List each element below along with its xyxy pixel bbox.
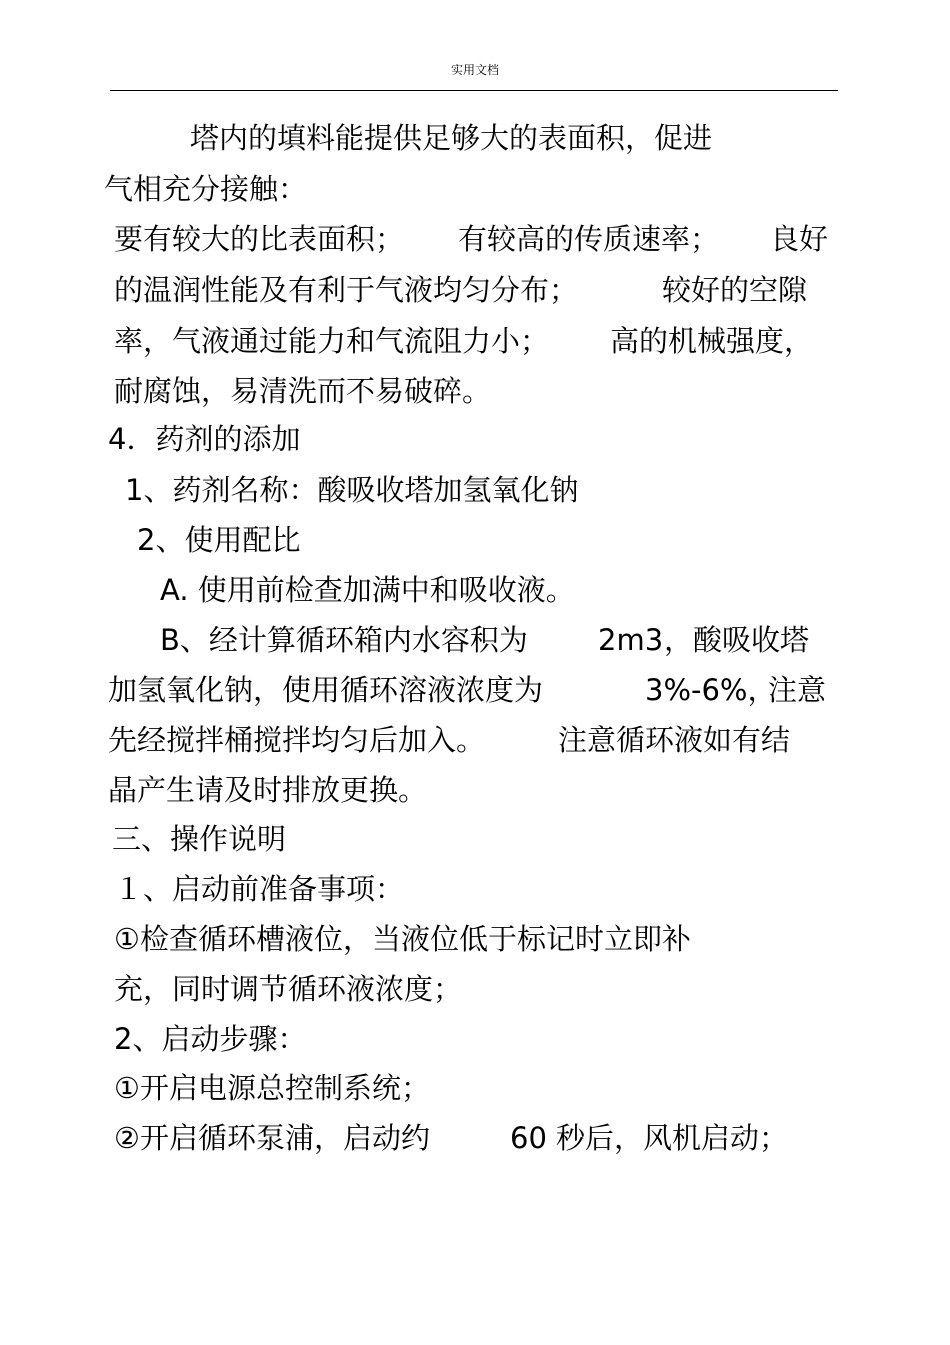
- line-21-segment-b: 60: [510, 1121, 547, 1155]
- step-item-2-1: ①开启电源总控制系统；: [114, 1071, 430, 1105]
- line-12-segment-b: 3%-6%，: [645, 673, 777, 707]
- line-5-segment-a: 率，气液通过能力和气流阻力小；: [114, 324, 550, 358]
- step-item-1-line-2: 充，同时调节循环液浓度；: [114, 972, 463, 1006]
- line-11-segment-a: B、经计算循环箱内水容积为: [160, 623, 528, 657]
- sub-item-a: A. 使用前检查加满中和吸收液。: [160, 573, 575, 607]
- line-3-segment-c: 良好: [770, 222, 829, 256]
- header-divider: [110, 90, 838, 91]
- line-12-segment-c: 注意: [768, 673, 827, 707]
- line-3-segment-a: 要有较大的比表面积；: [114, 222, 405, 256]
- list-item-1: 1、药剂名称：酸吸收塔加氢氧化钠: [125, 473, 579, 507]
- sub-item-b-line-4: 晶产生请及时排放更换。: [108, 773, 428, 807]
- line-21-segment-c: 秒后，风机启动；: [556, 1121, 789, 1155]
- line-13-segment-b: 注意循环液如有结: [558, 723, 791, 757]
- line-21-segment-a: ②开启循环泵浦，启动约: [114, 1121, 430, 1155]
- step-heading-1: １、启动前准备事项：: [114, 872, 405, 906]
- line-11-segment-b: 2m3: [598, 623, 664, 657]
- header-title: 实用文档: [450, 63, 499, 77]
- line-5-segment-b: 高的机械强度，: [610, 324, 814, 358]
- paragraph-line-6: 耐腐蚀，易清洗而不易破碎。: [114, 374, 492, 408]
- line-11-segment-c: ，酸吸收塔: [664, 623, 810, 657]
- section-heading-3: 三、操作说明: [112, 822, 287, 856]
- step-item-1-line-1: ①检查循环槽液位，当液位低于标记时立即补: [114, 922, 691, 956]
- line-3-segment-b: 有较高的传质速率；: [458, 222, 720, 256]
- line-4-segment-b: 较好的空隙: [662, 273, 808, 307]
- line-12-segment-a: 加氢氧化钠，使用循环溶液浓度为: [108, 673, 544, 707]
- section-heading-4: 4．药剂的添加: [108, 422, 301, 456]
- line-4-segment-a: 的温润性能及有利于气液均匀分布；: [114, 273, 579, 307]
- step-heading-2: 2、启动步骤：: [114, 1022, 307, 1056]
- line-13-segment-a: 先经搅拌桶搅拌均匀后加入。: [108, 723, 486, 757]
- list-item-2: 2、使用配比: [137, 523, 301, 557]
- paragraph-line-2: 气相充分接触：: [104, 172, 308, 206]
- paragraph-line-1: 塔内的填料能提供足够大的表面积，促进: [190, 121, 713, 155]
